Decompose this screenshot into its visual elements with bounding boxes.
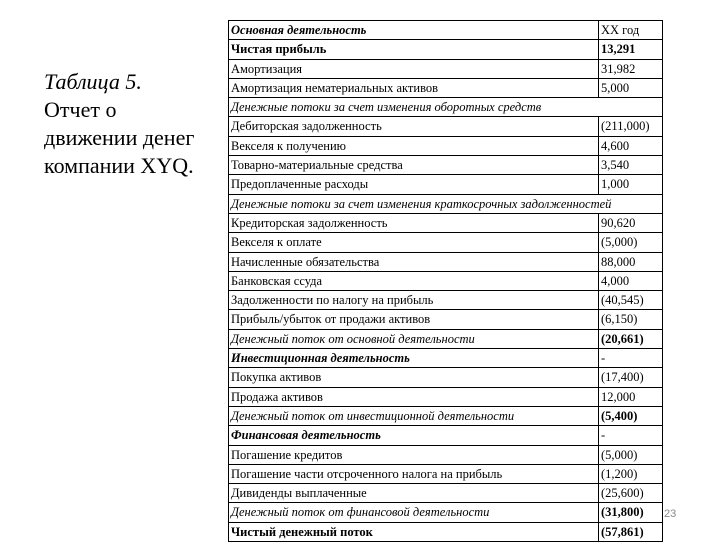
- row-label: Начисленные обязательства: [229, 252, 599, 271]
- row-value: (25,600): [599, 484, 663, 503]
- header-label: Основная деятельность: [229, 21, 599, 40]
- row-value: (6,150): [599, 310, 663, 329]
- row-value: 1,000: [599, 175, 663, 194]
- section-subheading: Денежные потоки за счет изменения краткосрочных задолженностей: [229, 194, 663, 213]
- table-row: [229, 213, 663, 232]
- table-row: [229, 426, 663, 445]
- row-value: 12,000: [599, 387, 663, 406]
- table-row: [229, 329, 663, 348]
- row-value: (31,800): [599, 503, 663, 522]
- row-value: (5,000): [599, 445, 663, 464]
- section-subheading: Денежные потоки за счет изменения оборотных средств: [229, 98, 663, 117]
- table-row: [229, 194, 663, 213]
- row-label: Денежный поток от финансовой деятельности: [229, 503, 599, 522]
- row-value: (57,861): [599, 522, 663, 541]
- table-row: [229, 484, 663, 503]
- table-row: [229, 271, 663, 290]
- row-label: Чистый денежный поток: [229, 522, 599, 541]
- row-label: Векселя к оплате: [229, 233, 599, 252]
- table-row: [229, 156, 663, 175]
- row-label: Инвестиционная деятельность: [229, 349, 599, 368]
- row-label: Предоплаченные расходы: [229, 175, 599, 194]
- row-label: Денежный поток от инвестиционной деятельности: [229, 406, 599, 425]
- table-header-row: [229, 21, 663, 40]
- row-value: (40,545): [599, 291, 663, 310]
- table-row: [229, 40, 663, 59]
- row-label: Амортизация: [229, 59, 599, 78]
- table-row: [229, 117, 663, 136]
- row-value: (20,661): [599, 329, 663, 348]
- table-row: [229, 387, 663, 406]
- row-value: (5,000): [599, 233, 663, 252]
- row-label: Прибыль/убыток от продажи активов: [229, 310, 599, 329]
- row-value: 88,000: [599, 252, 663, 271]
- row-value: (17,400): [599, 368, 663, 387]
- row-label: Задолженности по налогу на прибыль: [229, 291, 599, 310]
- table-row: [229, 445, 663, 464]
- row-value: -: [599, 349, 663, 368]
- row-value: 90,620: [599, 213, 663, 232]
- page-number: 23: [664, 508, 677, 520]
- table-row: [229, 406, 663, 425]
- caption-title-line: движении денег: [44, 125, 195, 150]
- row-value: 4,000: [599, 271, 663, 290]
- row-label: Продажа активов: [229, 387, 599, 406]
- table-row: [229, 349, 663, 368]
- row-label: Дивиденды выплаченные: [229, 484, 599, 503]
- row-value: 4,600: [599, 136, 663, 155]
- table-row: [229, 98, 663, 117]
- row-label: Покупка активов: [229, 368, 599, 387]
- row-label: Векселя к получению: [229, 136, 599, 155]
- row-value: (1,200): [599, 464, 663, 483]
- table-row: [229, 252, 663, 271]
- table-row: [229, 78, 663, 97]
- row-label: Товарно-материальные средства: [229, 156, 599, 175]
- row-value: 3,540: [599, 156, 663, 175]
- row-value: -: [599, 426, 663, 445]
- table-row: [229, 310, 663, 329]
- row-label: Кредиторская задолженность: [229, 213, 599, 232]
- table-row: [229, 464, 663, 483]
- table-row: [229, 291, 663, 310]
- row-value: (5,400): [599, 406, 663, 425]
- row-label: Чистая прибыль: [229, 40, 599, 59]
- row-value: (211,000): [599, 117, 663, 136]
- table-row: [229, 175, 663, 194]
- row-label: Банковская ссуда: [229, 271, 599, 290]
- table-row: [229, 368, 663, 387]
- header-year: XX год: [599, 21, 663, 40]
- row-value: 5,000: [599, 78, 663, 97]
- row-label: Финансовая деятельность: [229, 426, 599, 445]
- row-label: Денежный поток от основной деятельности: [229, 329, 599, 348]
- caption-title-line: Отчет о: [44, 97, 117, 122]
- caption-table-number: Таблица 5.: [44, 69, 142, 94]
- row-label: Погашение кредитов: [229, 445, 599, 464]
- row-label: Погашение части отсроченного налога на прибыль: [229, 464, 599, 483]
- caption-title-line: компании XYQ.: [44, 153, 194, 178]
- table-caption: [44, 68, 224, 180]
- table-row: [229, 233, 663, 252]
- row-value: 31,982: [599, 59, 663, 78]
- table-row: [229, 59, 663, 78]
- row-label: Дебиторская задолженность: [229, 117, 599, 136]
- row-value: 13,291: [599, 40, 663, 59]
- table-row: [229, 136, 663, 155]
- cash-flow-table: [228, 20, 663, 542]
- row-label: Амортизация нематериальных активов: [229, 78, 599, 97]
- table-row: [229, 503, 663, 522]
- table-row: [229, 522, 663, 541]
